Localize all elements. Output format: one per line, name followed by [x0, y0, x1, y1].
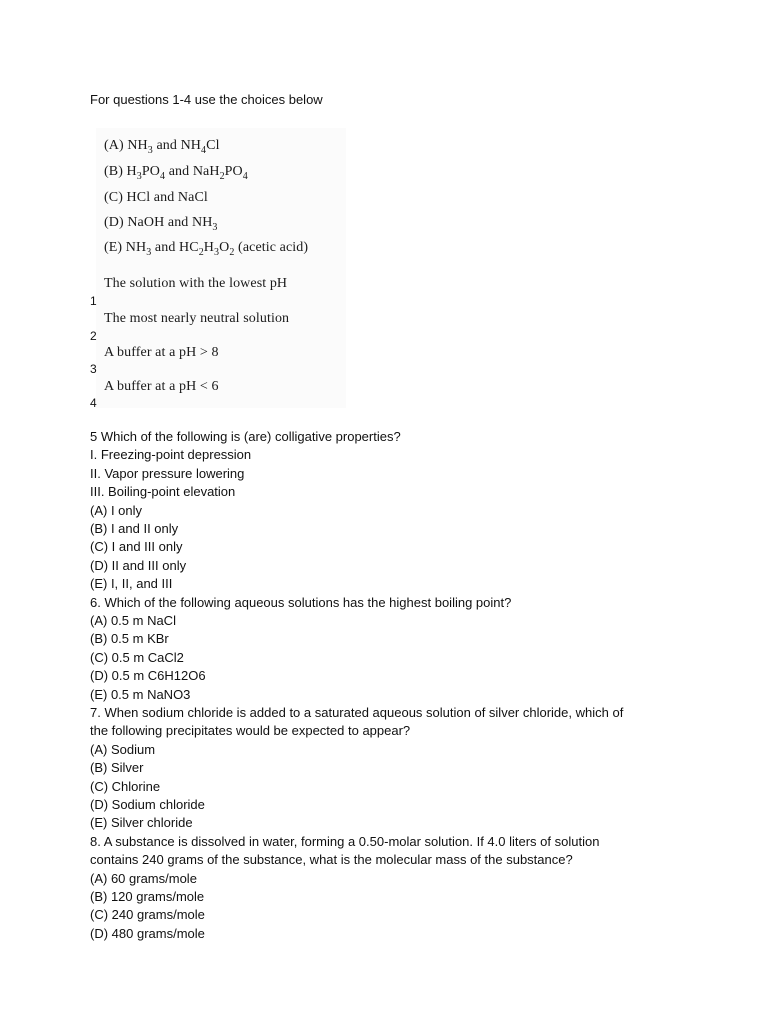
question-7-stem: 7. When sodium chloride is added to a saturated aqueous solution of silver chloride, which of — [90, 705, 624, 720]
question-7-stem-cont: the following precipitates would be expected to appear? — [90, 723, 411, 739]
q7-option-d: (D) Sodium chloride — [90, 797, 205, 812]
question-number-3: 3 — [90, 362, 97, 376]
q5-option-e: (E) I, II, and III — [90, 576, 173, 592]
question-number-1: 1 — [90, 294, 97, 308]
q8-option-c: (C) 240 grams/mole — [90, 907, 205, 923]
q5-option-b: (B) I and II only — [90, 521, 179, 536]
statement-iii: III. Boiling-point elevation — [90, 484, 236, 500]
q6-option-d: (D) 0.5 m C6H12O6 — [90, 668, 206, 684]
scanned-choices-image — [96, 128, 346, 408]
q8-option-d: (D) 480 grams/mole — [90, 925, 205, 941]
q5-option-d: (D) II and III only — [90, 557, 187, 573]
prompt-1: The solution with the lowest pH — [104, 276, 288, 291]
question-6-stem: 6. Which of the following aqueous solutions has the highest boiling point? — [90, 594, 512, 610]
q6-option-e: (E) 0.5 m NaNO3 — [90, 686, 191, 702]
choice-d: (D) NaOH and $NH_3$ — [104, 215, 218, 233]
choice-c: (C) HCl and NaCl — [104, 190, 208, 205]
question-8-stem-cont: contains 240 grams of the substance, what is the molecular mass of the substance? — [90, 852, 573, 868]
q7-option-a: (A) Sodium — [90, 741, 156, 757]
question-number-2: 2 — [90, 329, 97, 343]
question-number-4: 4 — [90, 396, 97, 410]
q7-option-e: (E) Silver chloride — [90, 815, 193, 831]
question-5-stem: 5 Which of the following is (are) colligative properties? — [90, 429, 401, 444]
q7-option-b: (B) Silver — [90, 760, 144, 776]
q7-option-c: (C) Chlorine — [90, 778, 161, 794]
q8-option-a: (A) 60 grams/mole — [90, 870, 197, 886]
q6-option-a: (A) 0.5 m NaCl — [90, 613, 176, 628]
choice-b: (B) $H_3PO_4$ and $NaH_2PO_4$ — [104, 164, 248, 182]
q6-option-b: (B) 0.5 m KBr — [90, 631, 169, 647]
statement-ii: II. Vapor pressure lowering — [90, 465, 245, 481]
statement-i: I. Freezing-point depression — [90, 447, 252, 463]
prompt-4: A buffer at a pH < 6 — [104, 379, 219, 394]
q5-option-c: (C) I and III only — [90, 539, 183, 555]
intro-text: For questions 1-4 use the choices below — [90, 92, 323, 107]
question-8-stem: 8. A substance is dissolved in water, forming a 0.50-molar solution. If 4.0 liters of solution — [90, 833, 600, 849]
q6-option-c: (C) 0.5 m CaCl2 — [90, 649, 184, 665]
q8-option-b: (B) 120 grams/mole — [90, 889, 205, 904]
prompt-3: A buffer at a pH > 8 — [104, 345, 219, 360]
q5-option-a: (A) I only — [90, 502, 143, 518]
choice-a: (A) $NH_3$ and $NH_4Cl$ — [104, 138, 220, 156]
prompt-2: The most nearly neutral solution — [104, 311, 290, 326]
choice-e: (E) $NH_3$ and $HC_2H_3O_2$ (acetic acid) — [104, 240, 309, 258]
